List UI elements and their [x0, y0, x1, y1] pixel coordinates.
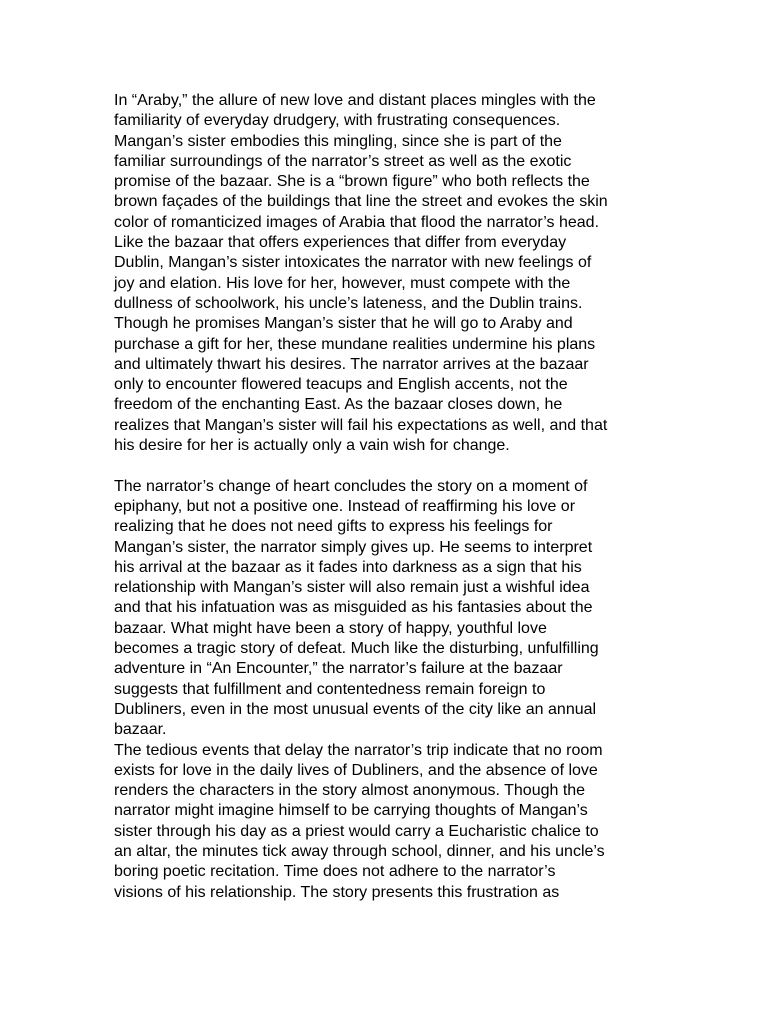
text-line: The narrator’s change of heart concludes the story on a moment of: [114, 477, 588, 495]
text-line: an altar, the minutes tick away through school, dinner, and his uncle’s: [114, 842, 605, 860]
text-line: bazaar.: [114, 721, 167, 739]
text-line: In “Araby,” the allure of new love and distant places mingles with the: [114, 92, 596, 109]
document-body: [114, 91, 674, 903]
text-line: sister through his day as a priest would carry a Eucharistic chalice to: [114, 822, 599, 840]
text-line: renders the characters in the story almost anonymous. Though the: [114, 782, 586, 800]
text-line: realizes that Mangan’s sister will fail his expectations as well, and that: [114, 416, 608, 434]
text-line: suggests that fulfillment and contentedness remain foreign to: [114, 680, 546, 698]
text-line: and that his infatuation was as misguided as his fantasies about the: [114, 599, 593, 617]
text-line: purchase a gift for her, these mundane realities undermine his plans: [114, 335, 596, 353]
paragraph-spacer: [114, 456, 674, 476]
paragraph-3: [114, 741, 674, 903]
text-line: realizing that he does not need gifts to express his feelings for: [114, 518, 553, 536]
text-line: Dublin, Mangan’s sister intoxicates the narrator with new feelings of: [114, 254, 592, 272]
text-line: and ultimately thwart his desires. The narrator arrives at the bazaar: [114, 355, 589, 373]
text-line: adventure in “An Encounter,” the narrator’s failure at the bazaar: [114, 660, 563, 678]
text-line: Like the bazaar that offers experiences that differ from everyday: [114, 234, 567, 252]
text-line: Mangan’s sister, the narrator simply gives up. He seems to interpret: [114, 538, 593, 556]
text-line: bazaar. What might have been a story of happy, youthful love: [114, 619, 547, 637]
text-line: Mangan’s sister embodies this mingling, since she is part of the: [114, 132, 562, 150]
text-line: Dubliners, even in the most unusual events of the city like an annual: [114, 700, 597, 718]
text-line: his desire for her is actually only a vain wish for change.: [114, 437, 510, 455]
text-line: epiphany, but not a positive one. Instead of reaffirming his love or: [114, 497, 576, 515]
text-line: exists for love in the daily lives of Dubliners, and the absence of love: [114, 761, 598, 779]
text-line: dullness of schoolwork, his uncle’s lateness, and the Dublin trains.: [114, 294, 583, 312]
text-line: boring poetic recitation. Time does not adhere to the narrator’s: [114, 863, 556, 881]
text-line: promise of the bazaar. She is a “brown figure” who both reflects the: [114, 173, 590, 191]
paragraph-1: [114, 91, 674, 456]
text-line: Though he promises Mangan’s sister that he will go to Araby and: [114, 315, 573, 333]
paragraph-2: [114, 477, 674, 741]
text-line: familiarity of everyday drudgery, with frustrating consequences.: [114, 112, 561, 130]
text-line: visions of his relationship. The story presents this frustration as: [114, 883, 560, 901]
text-line: his arrival at the bazaar as it fades into darkness as a sign that his: [114, 558, 582, 576]
text-line: joy and elation. His love for her, however, must compete with the: [114, 274, 571, 292]
text-line: familiar surroundings of the narrator’s street as well as the exotic: [114, 152, 572, 170]
text-line: color of romanticized images of Arabia that flood the narrator’s head.: [114, 213, 600, 231]
text-line: narrator might imagine himself to be carrying thoughts of Mangan’s: [114, 802, 588, 820]
text-line: relationship with Mangan’s sister will also remain just a wishful idea: [114, 579, 590, 597]
text-line: freedom of the enchanting East. As the bazaar closes down, he: [114, 396, 563, 414]
text-line: only to encounter flowered teacups and English accents, not the: [114, 376, 568, 394]
text-line: The tedious events that delay the narrator’s trip indicate that no room: [114, 741, 603, 759]
text-line: becomes a tragic story of defeat. Much like the disturbing, unfulfilling: [114, 640, 599, 658]
text-line: brown façades of the buildings that line the street and evokes the skin: [114, 193, 608, 211]
